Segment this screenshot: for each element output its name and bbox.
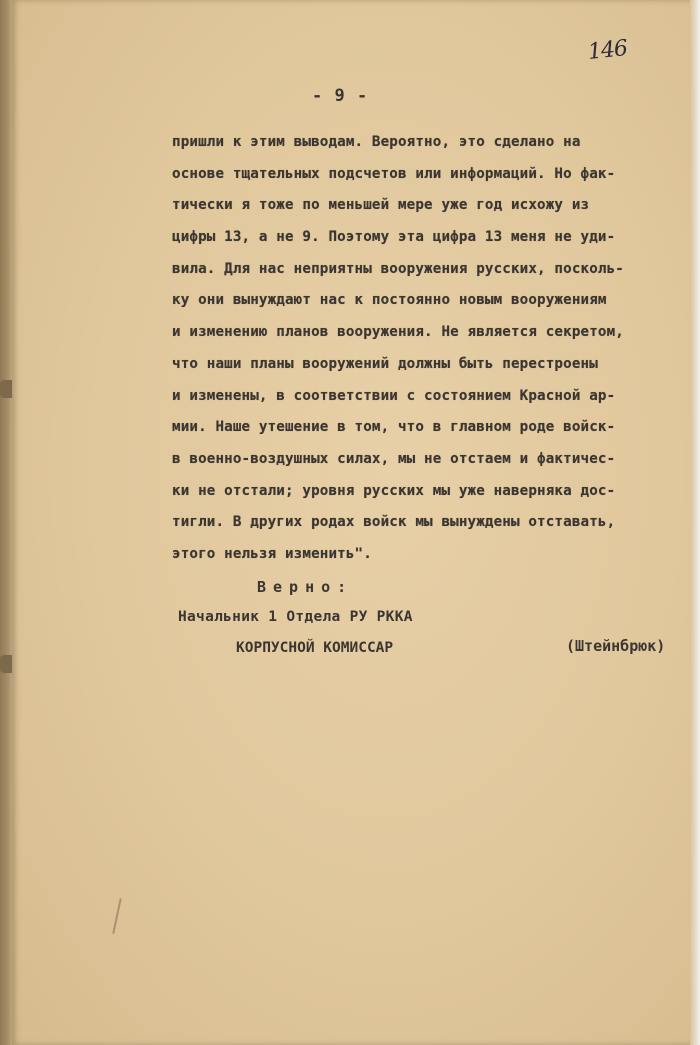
text-line: мии. Наше утешение в том, что в главном роде войск- [172, 419, 616, 436]
signatory-name: (Штейнбрюк) [566, 637, 666, 655]
text-line: и изменению планов вооружения. Не является секретом, [172, 324, 624, 341]
text-line: ку они вынуждают нас к постоянно новым вооружениям [172, 292, 607, 309]
text-line: ки не отстали; уровня русских мы уже наверняка дос- [172, 482, 616, 499]
text-line: этого нельзя изменить". [172, 545, 372, 562]
archive-sheet-number: 146 [586, 36, 629, 65]
text-line: вила. Для нас неприятны вооружения русских, посколь- [172, 260, 624, 277]
text-line: что наши планы вооружений должны быть перестроены [172, 355, 598, 372]
signatory-rank: КОРПУСНОЙ КОМИССАР [236, 640, 394, 656]
text-line: в военно-воздушных силах, мы не отстаем и фактичес- [172, 450, 616, 467]
certified-label: Верно: [257, 578, 354, 596]
body-text [172, 127, 692, 571]
page-number: - 9 - [312, 86, 369, 106]
text-line: и изменены, в соответствии с состоянием Красной ар- [172, 387, 616, 404]
text-line: пришли к этим выводам. Вероятно, это сделано на [172, 134, 581, 150]
text-line: цифры 13, а не 9. Поэтому эта цифра 13 меня не уди- [172, 229, 616, 246]
signatory-position: Начальник 1 Отдела РУ РККА [178, 609, 413, 625]
text-line: основе тщательных подсчетов или информаций. Но фак- [172, 165, 616, 182]
text-line: тигли. В других родах войск мы вынуждены отставать, [172, 514, 616, 531]
text-line: тически я тоже по меньшей мере уже год исхожу из [172, 197, 590, 214]
